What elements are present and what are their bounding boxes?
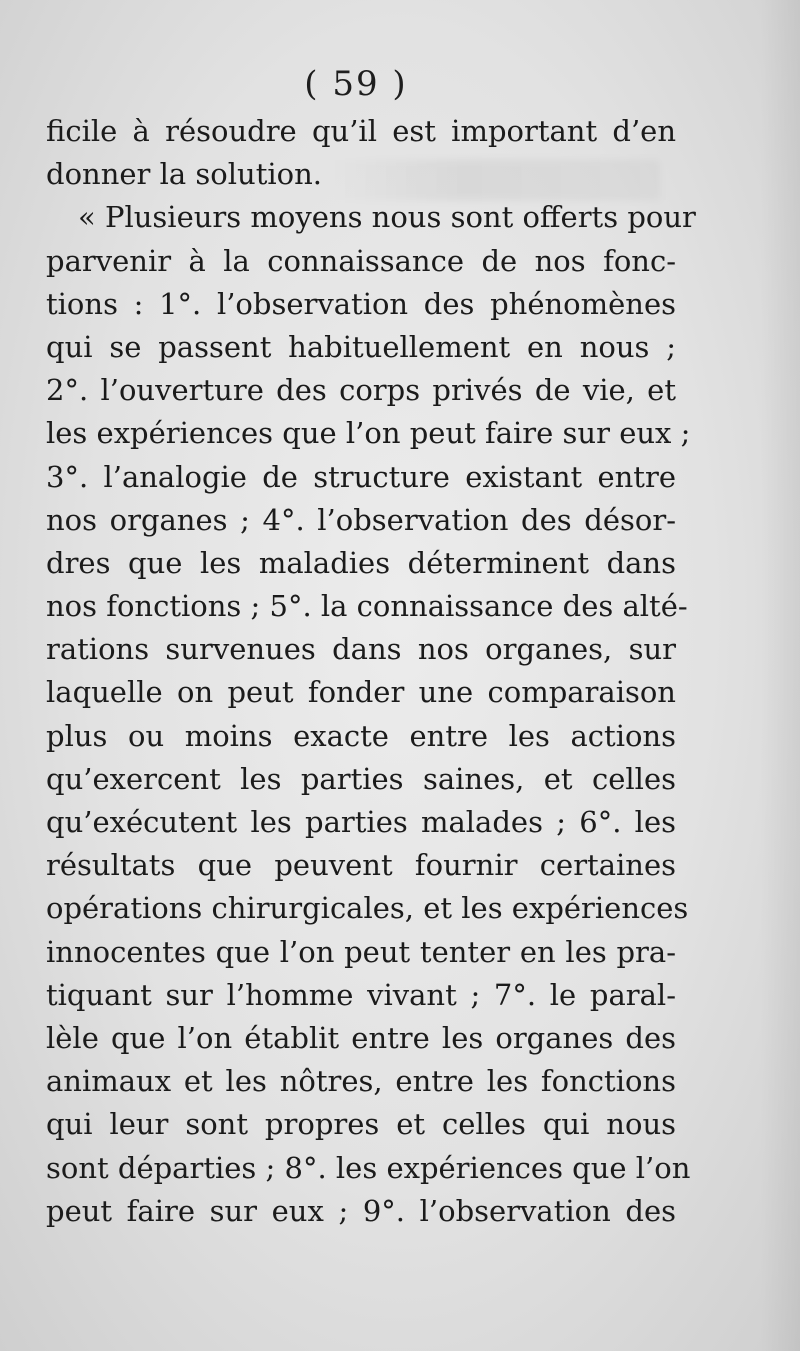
text-line: les expériences que l’on peut faire sur eux ; — [46, 416, 691, 451]
text-line: 3°. l’analogie de structure existant entre — [46, 459, 676, 494]
text-line: rations survenues dans nos organes, sur — [46, 632, 676, 667]
text-line: plus ou moins exacte entre les actions — [46, 718, 676, 753]
page-edge-shadow — [760, 0, 800, 1351]
text-line: laquelle on peut fonder une comparaison — [46, 675, 676, 710]
page-number: ( 59 ) — [304, 64, 408, 104]
text-line: qu’exercent les parties saines, et celles — [46, 761, 676, 796]
text-line: qui leur sont propres et celles qui nous — [46, 1107, 676, 1142]
text-line: tions : 1°. l’observation des phénomènes — [46, 286, 676, 321]
text-line: peut faire sur eux ; 9°. l’observation des — [46, 1193, 676, 1228]
text-line: parvenir à la connaissance de nos fonc- — [46, 243, 676, 278]
text-line: nos organes ; 4°. l’observation des désor- — [46, 502, 676, 537]
text-line: sont départies ; 8°. les expériences que l’on — [46, 1150, 691, 1185]
text-line: opérations chirurgicales, et les expériences — [46, 891, 689, 926]
body-text — [46, 110, 696, 1233]
text-line: qu’exécutent les parties malades ; 6°. les — [46, 805, 676, 839]
text-line: ficile à résoudre qu’il est important d’en — [46, 114, 676, 148]
text-line: « Plusieurs moyens nous sont offerts pour — [78, 200, 696, 235]
text-line: nos fonctions ; 5°. la connaissance des alté- — [46, 589, 688, 624]
text-line: tiquant sur l’homme vivant ; 7°. le paral- — [46, 977, 676, 1012]
text-line: lèle que l’on établit entre les organes des — [46, 1020, 676, 1055]
text-line: dres que les maladies déterminent dans — [46, 545, 676, 580]
text-line: donner la solution. — [46, 157, 322, 192]
text-line: innocentes que l’on peut tenter en les pra- — [46, 934, 676, 969]
text-line: résultats que peuvent fournir certaines — [46, 848, 676, 883]
text-line: 2°. l’ouverture des corps privés de vie, et — [46, 373, 676, 408]
text-line: animaux et les nôtres, entre les fonctions — [46, 1064, 676, 1099]
text-line: qui se passent habituellement en nous ; — [46, 329, 676, 364]
